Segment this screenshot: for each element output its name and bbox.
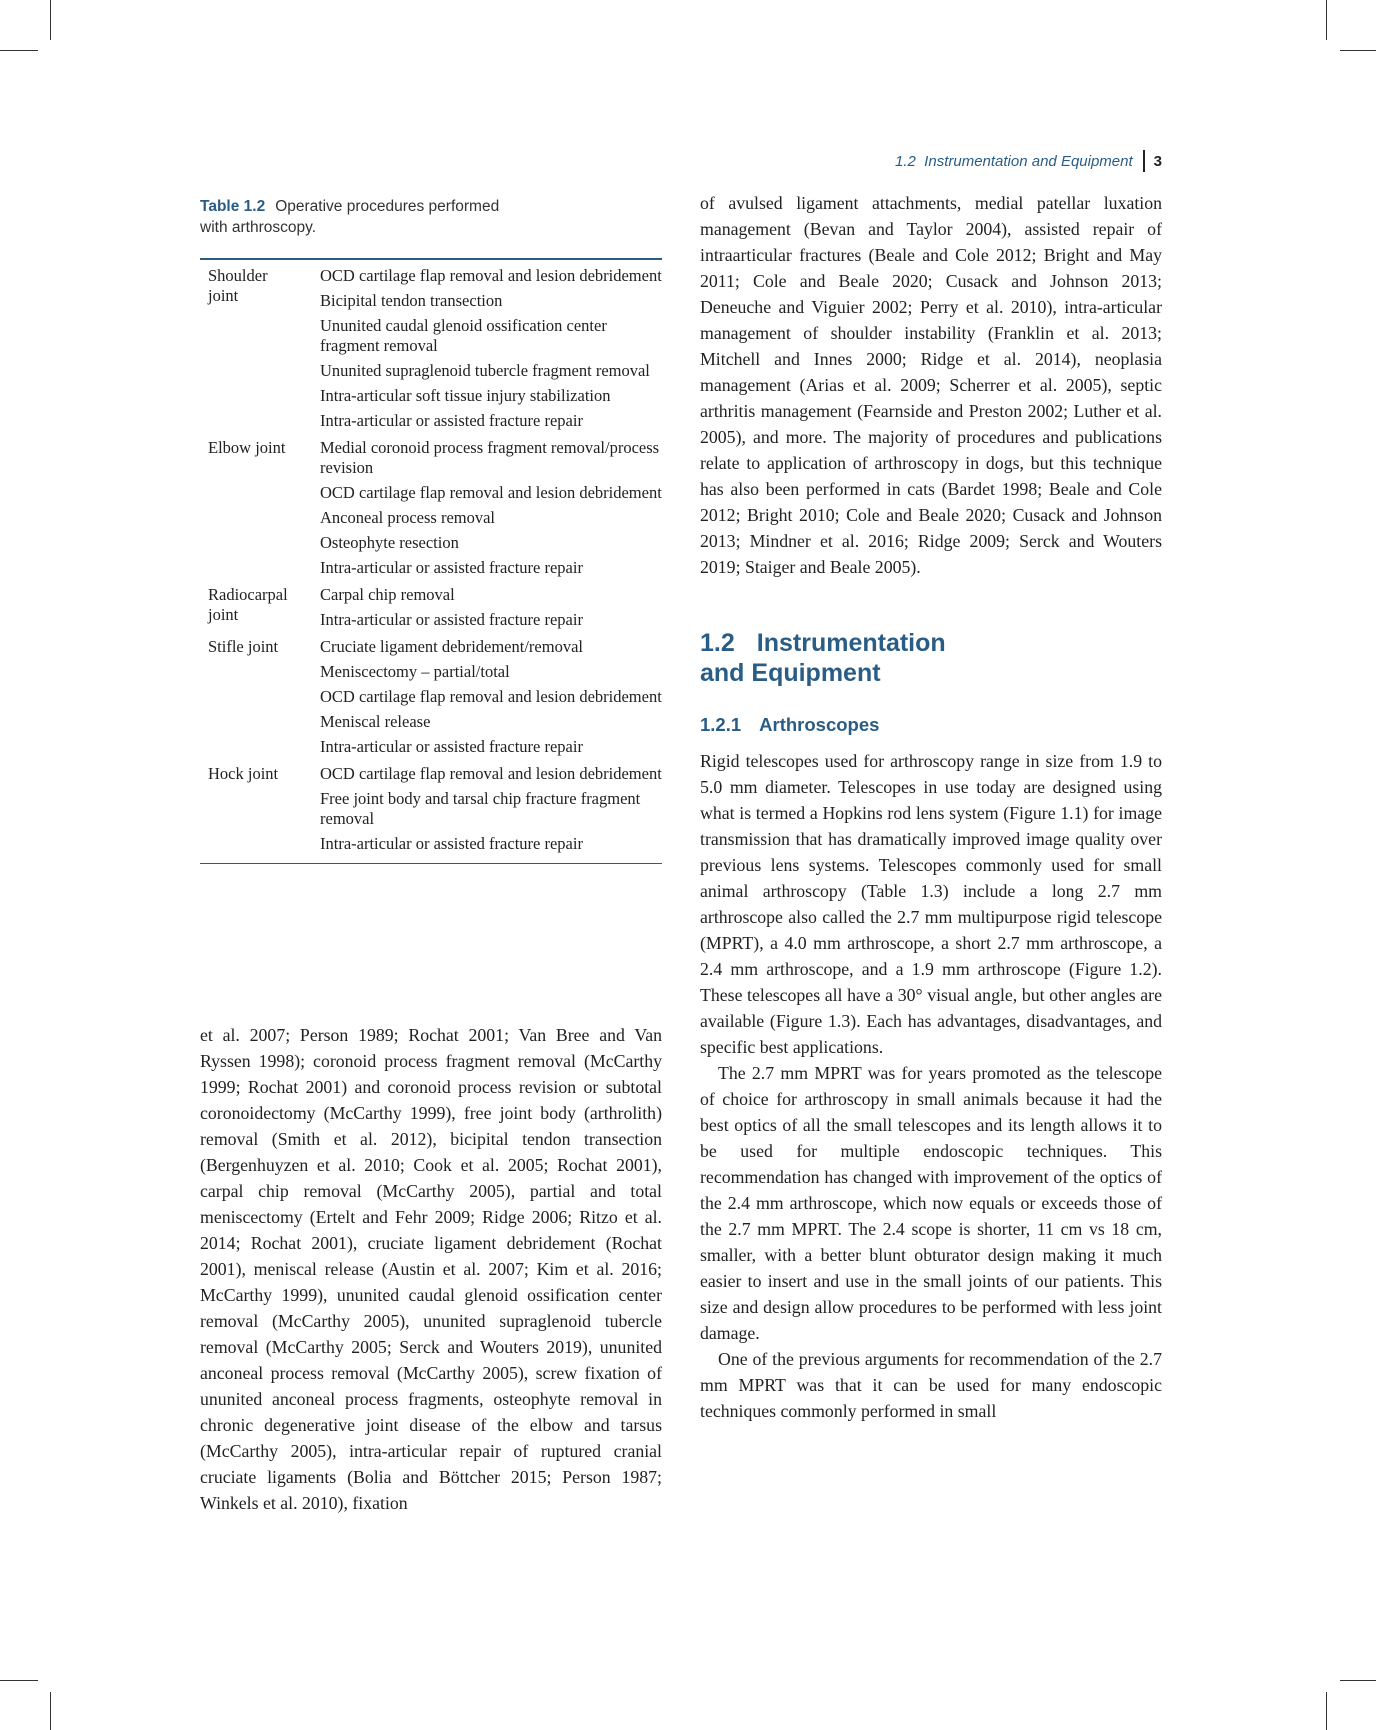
table-block bbox=[200, 196, 662, 864]
crop-mark bbox=[50, 0, 51, 40]
joint-name-line: joint bbox=[208, 286, 239, 305]
procedure-item: Intra-articular soft tissue injury stabilization bbox=[320, 386, 611, 405]
joint-name-line: joint bbox=[208, 605, 239, 624]
procedure-item: Carpal chip removal bbox=[320, 585, 455, 604]
crop-mark bbox=[0, 1680, 38, 1681]
procedures-table bbox=[200, 258, 662, 864]
procedure-list bbox=[320, 762, 662, 857]
crop-mark bbox=[1340, 50, 1376, 51]
joint-name-line: Hock joint bbox=[208, 764, 279, 783]
joint-name bbox=[200, 583, 320, 633]
procedure-item: Ununited caudal glenoid ossification center fragment removal bbox=[320, 316, 607, 355]
subsection-heading bbox=[700, 714, 1162, 736]
procedure-item: Intra-articular or assisted fracture repair bbox=[320, 834, 583, 853]
right-paragraph: The 2.7 mm MPRT was for years promoted as the telescope of choice for arthroscopy in small animals because it had the best optics of all the small telescopes and its length allows it to be used for multiple endoscopic techniques. This recommendation has changed with improvement of the optics of the 2.4 mm arthroscope, which now equals or exceeds those of the 2.7 mm MPRT. The 2.4 scope is shorter, 11 cm vs 18 cm, smaller, with a better blunt obturator design making it much easier to insert and use in the small joints of our patients. This size and design allow procedures to be performed with less joint damage. bbox=[700, 1063, 1162, 1343]
table-number: Table 1.2 bbox=[200, 198, 266, 215]
page-number: 3 bbox=[1153, 152, 1162, 170]
running-head bbox=[895, 150, 1162, 172]
procedure-item: Bicipital tendon transection bbox=[320, 291, 503, 310]
procedure-item: OCD cartilage flap removal and lesion debridement bbox=[320, 483, 662, 502]
table-row-group bbox=[200, 583, 662, 633]
joint-name bbox=[200, 762, 320, 857]
procedure-item: Intra-articular or assisted fracture repair bbox=[320, 558, 583, 577]
joint-name bbox=[200, 264, 320, 434]
procedure-item: Meniscal release bbox=[320, 712, 431, 731]
section-number: 1.2 bbox=[700, 629, 735, 657]
procedure-list bbox=[320, 583, 662, 633]
crop-mark bbox=[1340, 1680, 1376, 1681]
table-row-group bbox=[200, 635, 662, 760]
running-head-divider bbox=[1143, 150, 1145, 172]
procedure-item: Intra-articular or assisted fracture repair bbox=[320, 610, 583, 629]
procedure-item: OCD cartilage flap removal and lesion debridement bbox=[320, 764, 662, 783]
procedure-item: Anconeal process removal bbox=[320, 508, 496, 527]
procedure-item: Free joint body and tarsal chip fracture fragment removal bbox=[320, 789, 641, 828]
procedure-item: OCD cartilage flap removal and lesion debridement bbox=[320, 266, 662, 285]
left-body-paragraph: et al. 2007; Person 1989; Rochat 2001; Van Bree and Van Ryssen 1998); coronoid process fragment removal (McCarthy 1999; Rochat 2001) and coronoid process revision or subtotal coronoidectomy (McCarthy 1999), free joint body (arthrolith) removal (Smith et al. 2012), bicipital tendon transection (Bergenhuyzen et al. 2010; Cook et al. 2005; Rochat 2001), carpal chip removal (McCarthy 2005), partial and total meniscectomy (Ertelt and Fehr 2009; Ridge 2006; Ritzo et al. 2014; Rochat 2001), cruciate ligament debridement (Rochat 2001), meniscal release (Austin et al. 2007; Kim et al. 2016; McCarthy 1999), ununited caudal glenoid ossification center removal (McCarthy 2005), ununited supraglenoid tubercle removal (McCarthy 2005; Serck and Wouters 2019), ununited anconeal process removal (McCarthy 2005), screw fixation of ununited anconeal process fragments, osteophyte removal in chronic degenerative joint disease of the elbow and tarsus (McCarthy 2005), intra-articular repair of ruptured cranial cruciate ligaments (Bolia and Böttcher 2015; Person 1987; Winkels et al. 2010), fixation bbox=[200, 1025, 662, 1513]
crop-mark bbox=[1326, 0, 1327, 40]
procedure-item: Ununited supraglenoid tubercle fragment removal bbox=[320, 361, 650, 380]
subsection-title: Arthroscopes bbox=[759, 714, 880, 735]
procedure-item: Meniscectomy – partial/total bbox=[320, 662, 510, 681]
right-paragraph: Rigid telescopes used for arthroscopy range in size from 1.9 to 5.0 mm diameter. Telescopes in use today are designed using what is termed a Hopkins rod lens system (Figure 1.1) for image transmission that has dramatically improved image quality over previous lens systems. Telescopes commonly used for small animal arthroscopy (Table 1.3) include a long 2.7 mm arthroscope also called the 2.7 mm multipurpose rigid telescope (MPRT), a 4.0 mm arthroscope, a short 2.7 mm arthroscope, a 2.4 mm arthroscope, and a 1.9 mm arthroscope (Figure 1.2). These telescopes all have a 30° visual angle, but other angles are available (Figure 1.3). Each has advantages, disadvantages, and specific best applications. bbox=[700, 751, 1162, 1057]
crop-mark bbox=[0, 50, 38, 51]
table-caption-line1: Operative procedures performed bbox=[275, 198, 500, 215]
joint-name-line: Radiocarpal bbox=[208, 585, 288, 604]
running-head-title: 1.2 Instrumentation and Equipment bbox=[895, 152, 1133, 170]
procedure-list bbox=[320, 635, 662, 760]
subsection-number: 1.2.1 bbox=[700, 714, 742, 735]
joint-name bbox=[200, 436, 320, 581]
section-heading bbox=[700, 628, 1162, 688]
table-caption bbox=[200, 196, 662, 238]
joint-name-line: Stifle joint bbox=[208, 637, 279, 656]
procedure-item: OCD cartilage flap removal and lesion debridement bbox=[320, 687, 662, 706]
section-title-line1: Instrumentation bbox=[756, 629, 946, 657]
crop-mark bbox=[1326, 1692, 1327, 1730]
joint-name bbox=[200, 635, 320, 760]
joint-name-line: Shoulder bbox=[208, 266, 268, 285]
table-caption-line2: with arthroscopy. bbox=[200, 219, 317, 236]
procedure-item: Cruciate ligament debridement/removal bbox=[320, 637, 583, 656]
crop-mark bbox=[50, 1692, 51, 1730]
table-row-group bbox=[200, 264, 662, 434]
right-top-paragraph: of avulsed ligament attachments, medial patellar luxation management (Bevan and Taylor 2004), assisted repair of intraarticular fractures (Beale and Cole 2012; Bright and May 2011; Cole and Beale 2020; Cusack and Johnson 2013; Deneuche and Viguier 2002; Perry et al. 2010), intra-articular management of shoulder instability (Franklin et al. 2013; Mitchell and Innes 2000; Ridge et al. 2014), neoplasia management (Arias et al. 2009; Scherrer et al. 2005), septic arthritis management (Fearnside and Preston 2002; Luther et al. 2005), and more. The majority of procedures and publications relate to application of arthroscopy in dogs, but this technique has also been performed in cats (Bardet 1998; Beale and Cole 2012; Bright 2010; Cole and Beale 2020; Cusack and Johnson 2013; Mindner et al. 2016; Ridge 2009; Serck and Wouters 2019; Staiger and Beale 2005). bbox=[700, 193, 1162, 577]
joint-name-line: Elbow joint bbox=[208, 438, 286, 457]
procedure-item: Intra-articular or assisted fracture repair bbox=[320, 411, 583, 430]
right-paragraph: One of the previous arguments for recommendation of the 2.7 mm MPRT was that it can be used for many endoscopic techniques commonly performed in small bbox=[700, 1349, 1162, 1421]
procedure-item: Intra-articular or assisted fracture repair bbox=[320, 737, 583, 756]
section-title-line2: and Equipment bbox=[700, 659, 881, 687]
procedure-list bbox=[320, 264, 662, 434]
right-column bbox=[700, 193, 1162, 1424]
table-row-group bbox=[200, 436, 662, 581]
procedure-list bbox=[320, 436, 662, 581]
procedure-item: Medial coronoid process fragment removal/process revision bbox=[320, 438, 660, 477]
table-row-group bbox=[200, 762, 662, 857]
procedure-item: Osteophyte resection bbox=[320, 533, 459, 552]
